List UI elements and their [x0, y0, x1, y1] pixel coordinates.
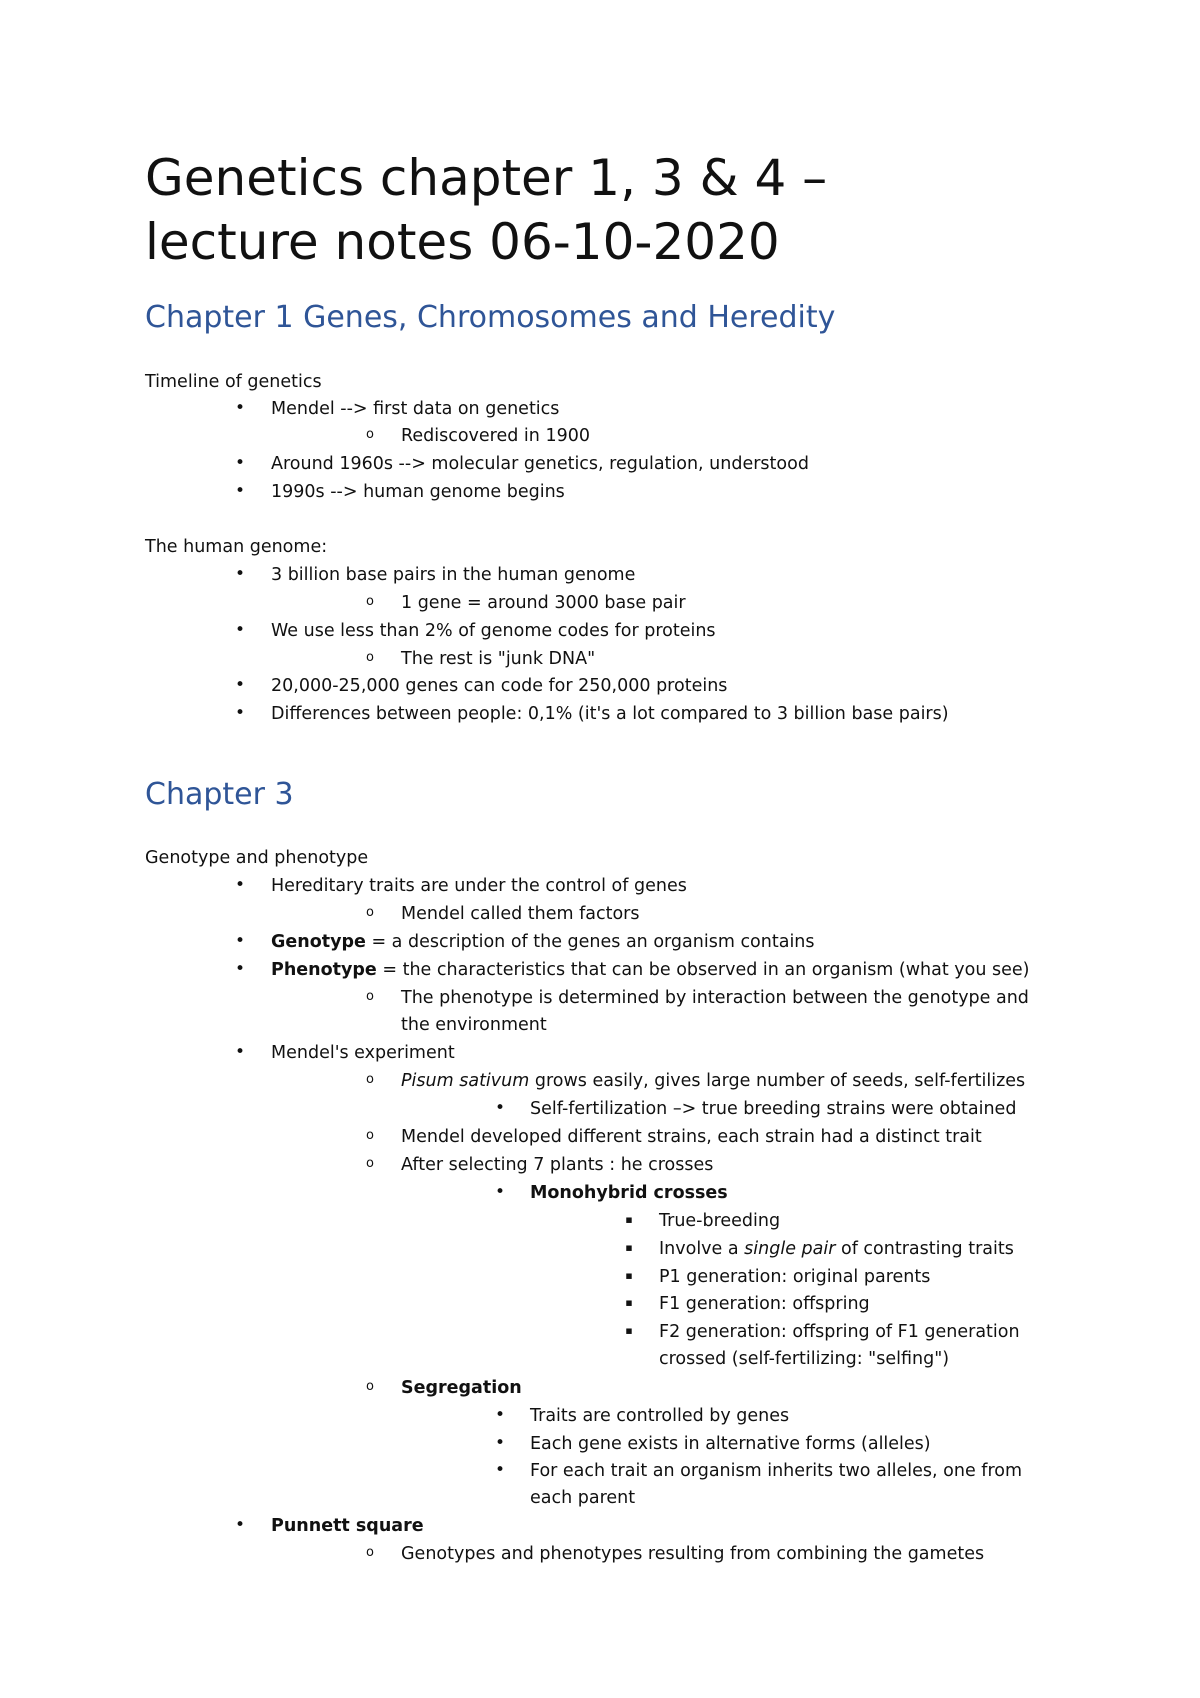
- bullet-circle: o: [366, 594, 374, 609]
- bullet-disc: •: [494, 1098, 506, 1118]
- list-item: After selecting 7 plants : he crosses: [401, 1155, 714, 1175]
- list-item: Self-fertilization –> true breeding strains were obtained: [530, 1099, 1017, 1119]
- list-item: For each trait an organism inherits two alleles, one from: [530, 1461, 1023, 1481]
- bullet-square: ▪: [625, 1269, 633, 1282]
- genotype-term: Genotype: [271, 932, 366, 952]
- bullet-square: ▪: [625, 1241, 633, 1254]
- list-item: Rediscovered in 1900: [401, 426, 590, 446]
- title-line-2: lecture notes 06-10-2020: [145, 213, 780, 271]
- list-item: Mendel called them factors: [401, 904, 640, 924]
- phenotype-definition: = the characteristics that can be observed in an organism (what you see): [376, 960, 1030, 980]
- bullet-circle: o: [366, 1545, 374, 1560]
- title-line-1: Genetics chapter 1, 3 & 4 –: [145, 149, 828, 207]
- list-item: F1 generation: offspring: [659, 1294, 870, 1314]
- list-item: Mendel developed different strains, each strain had a distinct trait: [401, 1127, 982, 1147]
- bullet-disc: •: [234, 398, 246, 418]
- list-item: [271, 1514, 424, 1538]
- bullet-disc: •: [494, 1182, 506, 1202]
- bullet-disc: •: [234, 931, 246, 951]
- species-name: Pisum sativum: [401, 1071, 530, 1091]
- list-item: Around 1960s --> molecular genetics, regulation, understood: [271, 454, 809, 474]
- list-item: Each gene exists in alternative forms (alleles): [530, 1434, 931, 1454]
- timeline-label: Timeline of genetics: [145, 372, 322, 392]
- bullet-disc: •: [234, 703, 246, 723]
- bullet-disc: •: [234, 875, 246, 895]
- genome-label: The human genome:: [145, 537, 328, 557]
- text-run: Involve a: [659, 1239, 745, 1259]
- monohybrid-heading: Monohybrid crosses: [530, 1183, 728, 1203]
- list-item: 1990s --> human genome begins: [271, 482, 565, 502]
- bullet-disc: •: [234, 564, 246, 584]
- bullet-disc: •: [234, 453, 246, 473]
- list-item: [271, 930, 815, 954]
- list-item-continuation: the environment: [401, 1015, 547, 1035]
- bullet-circle: o: [366, 1128, 374, 1143]
- list-item: [530, 1181, 728, 1205]
- genotype-definition: = a description of the genes an organism contains: [365, 932, 815, 952]
- segregation-heading: Segregation: [401, 1378, 522, 1398]
- bullet-disc: •: [494, 1405, 506, 1425]
- list-item: 3 billion base pairs in the human genome: [271, 565, 636, 585]
- species-description: grows easily, gives large number of seeds, self-fertilizes: [529, 1071, 1026, 1091]
- bullet-circle: o: [366, 989, 374, 1004]
- list-item: 1 gene = around 3000 base pair: [401, 593, 686, 613]
- list-item: The rest is "junk DNA": [401, 649, 596, 669]
- bullet-square: ▪: [625, 1324, 633, 1337]
- bullet-disc: •: [234, 620, 246, 640]
- bullet-circle: o: [366, 650, 374, 665]
- list-item: [271, 958, 1030, 982]
- list-item: [401, 1376, 522, 1400]
- bullet-circle: o: [366, 427, 374, 442]
- list-item: We use less than 2% of genome codes for proteins: [271, 621, 716, 641]
- list-item: Differences between people: 0,1% (it's a lot compared to 3 billion base pairs): [271, 704, 949, 724]
- document-title: [145, 146, 827, 274]
- list-item: The phenotype is determined by interaction between the genotype and: [401, 988, 1029, 1008]
- bullet-disc: •: [234, 675, 246, 695]
- list-item: P1 generation: original parents: [659, 1267, 931, 1287]
- list-item: F2 generation: offspring of F1 generation: [659, 1322, 1020, 1342]
- bullet-disc: •: [234, 1042, 246, 1062]
- bullet-circle: o: [366, 1379, 374, 1394]
- bullet-square: ▪: [625, 1296, 633, 1309]
- list-item: Mendel's experiment: [271, 1043, 455, 1063]
- emphasis: single pair: [744, 1239, 836, 1259]
- bullet-circle: o: [366, 1156, 374, 1171]
- list-item-continuation: each parent: [530, 1488, 636, 1508]
- bullet-disc: •: [234, 1515, 246, 1535]
- bullet-disc: •: [234, 959, 246, 979]
- bullet-disc: •: [234, 481, 246, 501]
- bullet-disc: •: [494, 1460, 506, 1480]
- punnett-heading: Punnett square: [271, 1516, 424, 1536]
- bullet-square: ▪: [625, 1213, 633, 1226]
- genotype-phenotype-label: Genotype and phenotype: [145, 848, 369, 868]
- chapter1-heading: Chapter 1 Genes, Chromosomes and Heredity: [145, 300, 836, 335]
- text-run: of contrasting traits: [835, 1239, 1014, 1259]
- bullet-disc: •: [494, 1433, 506, 1453]
- list-item: [659, 1237, 1014, 1261]
- bullet-circle: o: [366, 905, 374, 920]
- chapter3-heading: Chapter 3: [145, 777, 294, 812]
- list-item: Mendel --> first data on genetics: [271, 399, 560, 419]
- list-item: [401, 1069, 1025, 1093]
- list-item: 20,000-25,000 genes can code for 250,000 proteins: [271, 676, 728, 696]
- list-item: True-breeding: [659, 1211, 781, 1231]
- list-item-continuation: crossed (self-fertilizing: "selfing"): [659, 1349, 950, 1369]
- phenotype-term: Phenotype: [271, 960, 377, 980]
- bullet-circle: o: [366, 1072, 374, 1087]
- list-item: Genotypes and phenotypes resulting from combining the gametes: [401, 1544, 985, 1564]
- list-item: Traits are controlled by genes: [530, 1406, 790, 1426]
- list-item: Hereditary traits are under the control of genes: [271, 876, 687, 896]
